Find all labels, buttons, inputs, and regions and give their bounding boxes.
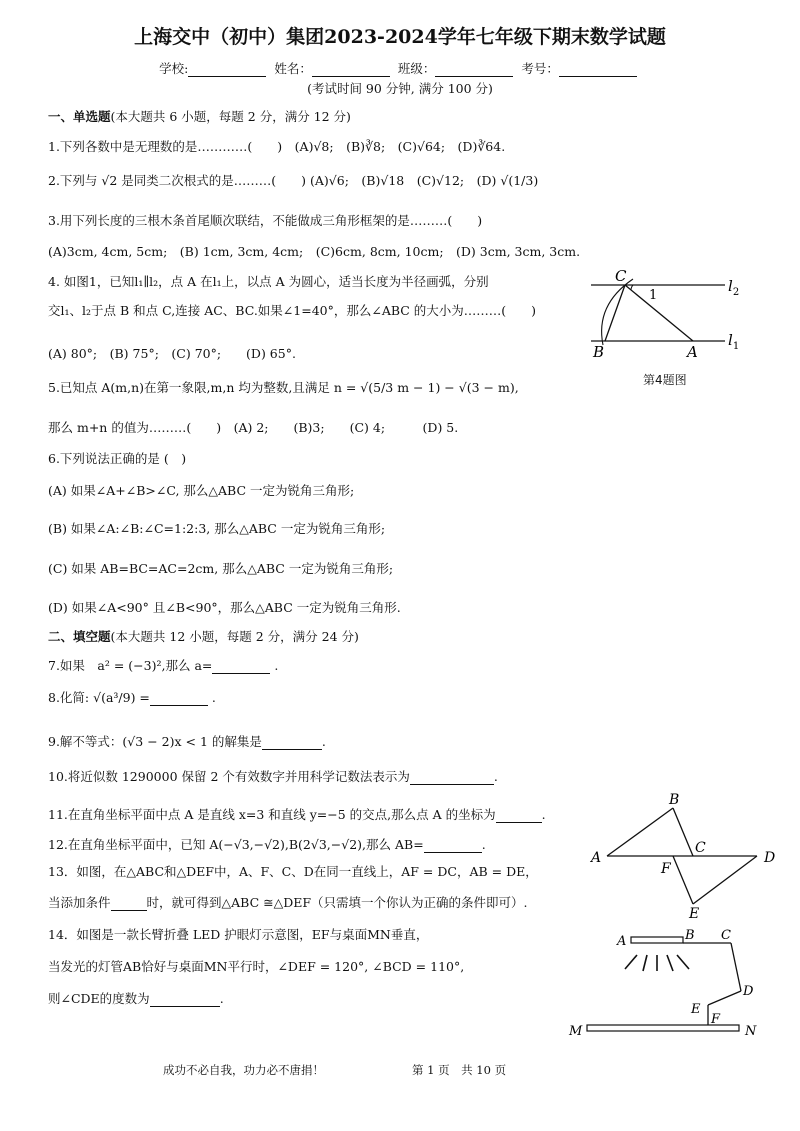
exam-no-field[interactable] <box>559 63 637 77</box>
figure-q13 <box>585 790 785 920</box>
segment-ac <box>625 285 693 341</box>
label-c: C <box>615 267 627 285</box>
section1-title: 一、单选题 <box>48 109 111 124</box>
label-l1: $l_1$ <box>728 331 740 352</box>
question-6: 6.下列说法正确的是 ( ) <box>48 451 187 466</box>
arc <box>602 279 633 345</box>
question-14-line1: 14．如图是一款长臂折叠 LED 护眼灯示意图，EF与桌面MN垂直， <box>48 927 429 942</box>
answer-blank-7[interactable] <box>212 660 270 674</box>
label-n: N <box>745 1024 757 1039</box>
name-field[interactable] <box>312 63 390 77</box>
page-number: 第 1 页 共 10 页 <box>412 1063 507 1077</box>
question-10: 10.将近似数 1290000 保留 2 个有效数字并用科学记数法表示为 . <box>48 769 498 784</box>
question-4-options: (A) 80°; (B) 75°; (C) 70°; (D) 65°. <box>48 346 296 361</box>
school-field[interactable] <box>188 63 266 77</box>
label-e: E <box>689 906 700 920</box>
light-rays <box>625 955 689 971</box>
label-c: C <box>695 840 706 856</box>
question-6-option-b: (B) 如果∠A:∠B:∠C=1:2:3, 那么△ABC 一定为锐角三角形; <box>48 521 386 536</box>
segment-ef <box>673 856 693 904</box>
arm-de <box>708 991 741 1005</box>
student-info-line <box>0 59 800 77</box>
label-m: M <box>569 1024 583 1039</box>
label-a: A <box>617 934 627 949</box>
question-6-option-c: (C) 如果 AB=BC=AC=2cm, 那么△ABC 一定为锐角三角形; <box>48 561 394 576</box>
label-b: B <box>669 792 680 808</box>
label-e: E <box>691 1002 701 1017</box>
question-14-line2: 当发光的灯管AB恰好与桌面MN平行时，∠DEF = 120°, ∠BCD = 110°, <box>48 959 465 974</box>
question-4-line2: 交l₁、l₂于点 B 和点 C,连接 AC、BC.如果∠1=40°，那么∠ABC 的大小为………( ) <box>48 303 537 318</box>
segment-de <box>693 856 757 904</box>
section2-header <box>48 627 359 645</box>
question-12: 12.在直角坐标平面中，已知 A(−√3,−√2),B(2√3,−√2),那么 AB= . <box>48 837 486 852</box>
label-b: B <box>685 928 695 943</box>
answer-blank-11[interactable] <box>496 809 542 823</box>
answer-blank-10[interactable] <box>410 771 494 785</box>
school-label: 学校: <box>159 61 189 76</box>
answer-blank-9[interactable] <box>262 736 322 750</box>
label-b: B <box>593 343 605 361</box>
question-6-option-d: (D) 如果∠A<90° 且∠B<90°，那么△ABC 一定为锐角三角形. <box>48 600 401 615</box>
answer-blank-8[interactable] <box>150 692 208 706</box>
section2-desc: (本大题共 12 小题，每题 2 分，满分 24 分) <box>110 629 359 644</box>
label-a: A <box>591 850 602 866</box>
lamp-tube-ab <box>631 937 683 943</box>
label-f: F <box>711 1012 721 1027</box>
question-5-line2: 那么 m+n 的值为………( ) (A) 2; (B)3; (C) 4; (D) 5. <box>48 420 459 435</box>
section2-title: 二、填空题 <box>48 629 111 644</box>
question-7: 7.如果 a² = (−3)²,那么 a= . <box>48 658 279 673</box>
segment-bc <box>605 285 625 341</box>
question-13-line1: 13．如图，在△ABC和△DEF中，A、F、C、D在同一直线上，AF = DC，AB = DE， <box>48 864 538 879</box>
class-field[interactable] <box>435 63 513 77</box>
footer-motto: 成功不必自我，功力必不唐捐！ <box>163 1063 324 1077</box>
segment-ab <box>607 808 673 856</box>
question-3-options: (A)3cm, 4cm, 5cm; (B) 1cm, 3cm, 4cm; (C)6cm, 8cm, 10cm; (D) 3cm, 3cm, 3cm. <box>48 244 581 259</box>
question-9: 9.解不等式：(√3 − 2)x < 1 的解集是 . <box>48 734 326 749</box>
question-8: 8.化简: √(a³/9) = . <box>48 690 216 705</box>
figure-q14 <box>565 925 765 1045</box>
name-label: 姓名： <box>274 61 312 76</box>
question-5-line1: 5.已知点 A(m,n)在第一象限,m,n 均为整数,且满足 n = √(5/3 m − 1) − √(3 − m), <box>48 380 519 395</box>
exam-no-label: 考号： <box>521 61 559 76</box>
question-1: 1.下列各数中是无理数的是…………( ) (A)√8; (B)∛8; (C)√64; (D)∛64. <box>48 139 506 154</box>
question-2: 2.下列与 √2 是同类二次根式的是………( ) (A)√6; (B)√18 (C)√12; (D) √(1/3) <box>48 173 539 188</box>
section1-desc: (本大题共 6 小题，每题 2 分，满分 12 分) <box>110 109 351 124</box>
angle-1-mark <box>631 285 633 290</box>
arm-cd <box>731 943 741 991</box>
segment-bc <box>673 808 693 856</box>
figure-q4-caption: 第4题图 <box>643 373 687 387</box>
answer-blank-12[interactable] <box>424 839 482 853</box>
label-a: A <box>687 343 698 361</box>
answer-blank-14[interactable] <box>150 993 220 1007</box>
question-4-line1: 4. 如图1，已知l₁∥l₂，点 A 在l₁上，以点 A 为圆心，适当长度为半径画弧，分别 <box>48 274 489 289</box>
label-angle-1: 1 <box>649 288 658 303</box>
answer-blank-13[interactable] <box>111 897 147 911</box>
question-6-option-a: (A) 如果∠A+∠B>∠C, 那么△ABC 一定为锐角三角形; <box>48 483 355 498</box>
question-3: 3.用下列长度的三根木条首尾顺次联结，不能做成三角形框架的是………( ) <box>48 213 483 228</box>
page-title: 上海交中（初中）集团2023-2024学年七年级下期末数学试题 <box>134 26 666 48</box>
label-c: C <box>721 928 731 943</box>
label-l2: $l_2$ <box>728 277 740 298</box>
section1-header <box>48 107 351 125</box>
exam-note: (考试时间 90 分钟, 满分 100 分) <box>307 81 493 96</box>
question-14-line3: 则∠CDE的度数为 . <box>48 991 224 1006</box>
class-label: 班级： <box>397 61 436 76</box>
question-13-line2: 当添加条件 时，就可得到△ABC ≅△DEF（只需填一个你认为正确的条件即可）. <box>48 895 528 910</box>
label-d: D <box>743 984 754 999</box>
figure-q4 <box>583 265 753 361</box>
label-d: D <box>764 850 776 866</box>
question-11: 11.在直角坐标平面中点 A 是直线 x=3 和直线 y=−5 的交点,那么点 A 的坐标为 . <box>48 807 546 822</box>
label-f: F <box>661 861 671 877</box>
